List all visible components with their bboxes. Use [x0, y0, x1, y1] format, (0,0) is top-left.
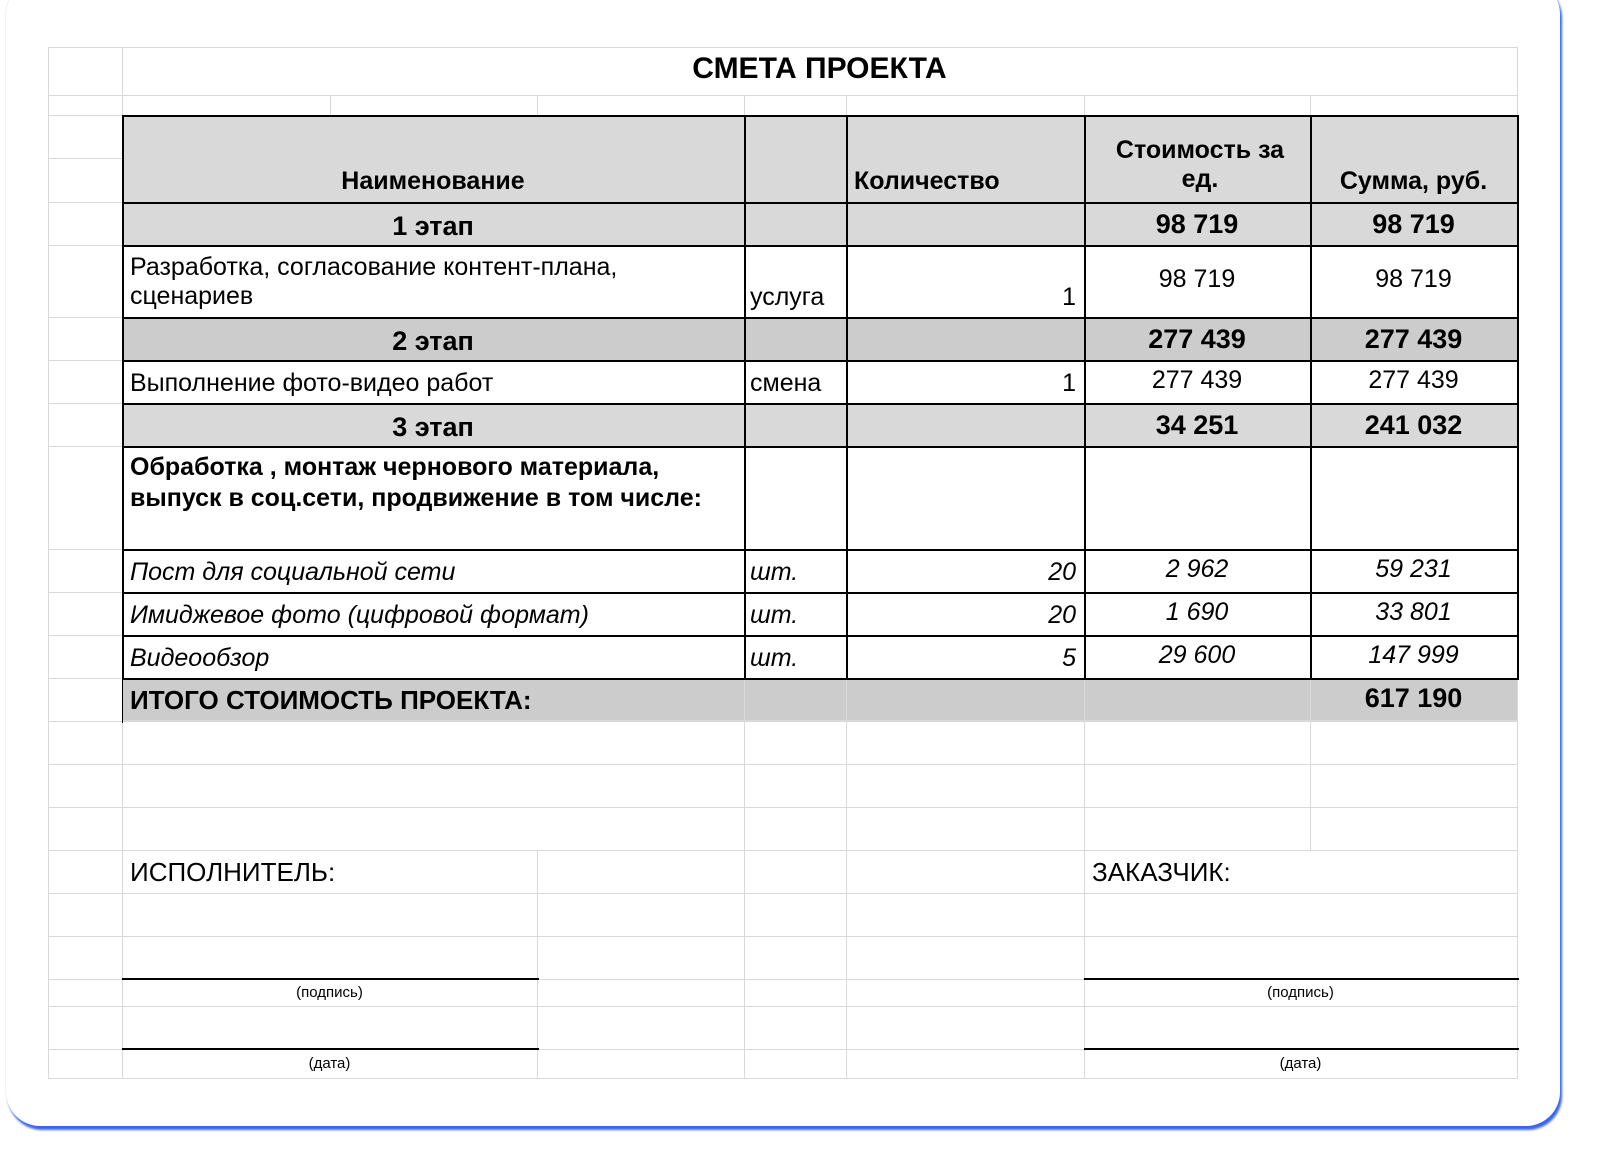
grid-line: [744, 95, 745, 116]
item-name: Выполнение фото-видео работ: [130, 369, 494, 397]
subitem-unit-price: 1 690: [1165, 598, 1229, 626]
subitem-quantity: 20: [1048, 558, 1076, 586]
subitem-quantity: 5: [1062, 644, 1076, 672]
grid-line: [846, 95, 847, 116]
item-name: Разработка, согласование контент-плана, сценариев: [130, 253, 618, 310]
grid-line: [48, 721, 123, 722]
grid-line: [846, 850, 847, 1079]
table-border: [1517, 115, 1519, 680]
subitem-unit: шт.: [750, 558, 799, 586]
subitem-name: Пост для социальной сети: [130, 558, 456, 586]
subitem-unit: шт.: [750, 644, 799, 672]
grid-line: [48, 1049, 123, 1050]
subitem-sum: 33 801: [1375, 598, 1452, 626]
grid-line: [48, 635, 123, 636]
grid-line: [1084, 678, 1085, 722]
grid-line: [122, 95, 1518, 96]
grid-line: [122, 1078, 1518, 1079]
executor-date-caption: (дата): [308, 1055, 351, 1072]
group-name: Обработка , монтаж чернового материала, выпуск в соц.сети, продвижение в том числе:: [130, 453, 702, 512]
item-unit-price: 98 719: [1158, 265, 1236, 293]
grid-line: [48, 360, 123, 361]
grid-line: [122, 807, 1518, 808]
grid-line: [744, 850, 745, 1079]
total-label: ИТОГО СТОИМОСТЬ ПРОЕКТА:: [130, 685, 532, 715]
customer-label: ЗАКАЗЧИК:: [1092, 857, 1231, 887]
subitem-name: Видеообзор: [130, 644, 270, 672]
stage-name: 2 этап: [392, 325, 474, 356]
date-line: [1084, 1048, 1519, 1050]
grid-line: [48, 47, 123, 48]
subitem-sum: 147 999: [1368, 641, 1459, 669]
stage-unit-price: 34 251: [1155, 409, 1239, 440]
grid-line: [48, 979, 123, 980]
grid-line: [537, 95, 538, 116]
subitem-name: Имиджевое фото (цифровой формат): [130, 601, 589, 629]
grid-line: [48, 1006, 123, 1007]
grid-line: [122, 1006, 1518, 1007]
grid-line: [48, 893, 123, 894]
grid-line: [48, 549, 123, 550]
total-sum: 617 190: [1364, 683, 1463, 713]
item-unit: услуга: [750, 283, 825, 311]
grid-line: [744, 721, 745, 851]
stage-unit-price: 98 719: [1155, 208, 1239, 239]
header-unit-price: Стоимость за ед.: [1115, 136, 1285, 193]
subitem-sum: 59 231: [1375, 555, 1452, 583]
stage-sum: 277 439: [1364, 323, 1463, 354]
grid-line: [48, 158, 123, 159]
grid-line: [48, 850, 123, 851]
item-unit: смена: [750, 369, 822, 397]
item-unit-price: 277 439: [1151, 366, 1243, 394]
grid-line: [122, 850, 1518, 851]
grid-line: [48, 592, 123, 593]
grid-line: [48, 95, 123, 96]
grid-line: [1084, 95, 1085, 116]
signature-line: [122, 978, 539, 980]
grid-line: [48, 807, 123, 808]
grid-line: [48, 678, 123, 679]
grid-line: [48, 47, 49, 1079]
page-title: СМЕТА ПРОЕКТА: [692, 52, 947, 85]
grid-line: [846, 721, 847, 851]
grid-line: [1310, 721, 1311, 851]
grid-line: [122, 764, 1518, 765]
grid-line: [122, 47, 1518, 48]
grid-line: [122, 893, 1518, 894]
subitem-unit: шт.: [750, 601, 799, 629]
item-sum: 98 719: [1375, 265, 1452, 293]
grid-line: [48, 317, 123, 318]
stage-sum: 98 719: [1372, 208, 1455, 239]
grid-line: [48, 446, 123, 447]
grid-line: [48, 245, 123, 246]
subitem-quantity: 20: [1048, 601, 1076, 629]
table-border: [1310, 115, 1312, 680]
header-sum: Сумма, руб.: [1339, 167, 1488, 195]
grid-line: [48, 1078, 123, 1079]
header-name: Наименование: [341, 167, 525, 195]
stage-sum: 241 032: [1364, 409, 1463, 440]
item-quantity: 1: [1062, 369, 1076, 397]
stage-unit-price: 277 439: [1148, 323, 1246, 354]
header-quantity: Количество: [854, 167, 1000, 195]
grid-line: [1310, 95, 1311, 116]
subitem-unit-price: 29 600: [1158, 641, 1236, 669]
table-border: [1084, 115, 1086, 680]
stage-name: 3 этап: [392, 411, 474, 442]
subitem-unit-price: 2 962: [1165, 555, 1229, 583]
item-quantity: 1: [1062, 283, 1076, 311]
item-sum: 277 439: [1368, 366, 1459, 394]
grid-line: [48, 936, 123, 937]
grid-line: [122, 720, 1518, 722]
executor-signature-caption: (подпись): [296, 984, 363, 1001]
grid-line: [48, 202, 123, 203]
date-line: [122, 1048, 539, 1050]
grid-line: [48, 403, 123, 404]
customer-signature-caption: (подпись): [1267, 984, 1334, 1001]
grid-line: [330, 95, 331, 116]
grid-line: [122, 936, 1518, 937]
grid-line: [537, 850, 538, 1079]
signature-line: [1084, 978, 1519, 980]
stage-name: 1 этап: [392, 210, 474, 241]
grid-line: [1084, 721, 1085, 851]
customer-date-caption: (дата): [1279, 1055, 1322, 1072]
executor-label: ИСПОЛНИТЕЛЬ:: [130, 857, 336, 887]
grid-line: [48, 115, 123, 116]
grid-line: [48, 764, 123, 765]
